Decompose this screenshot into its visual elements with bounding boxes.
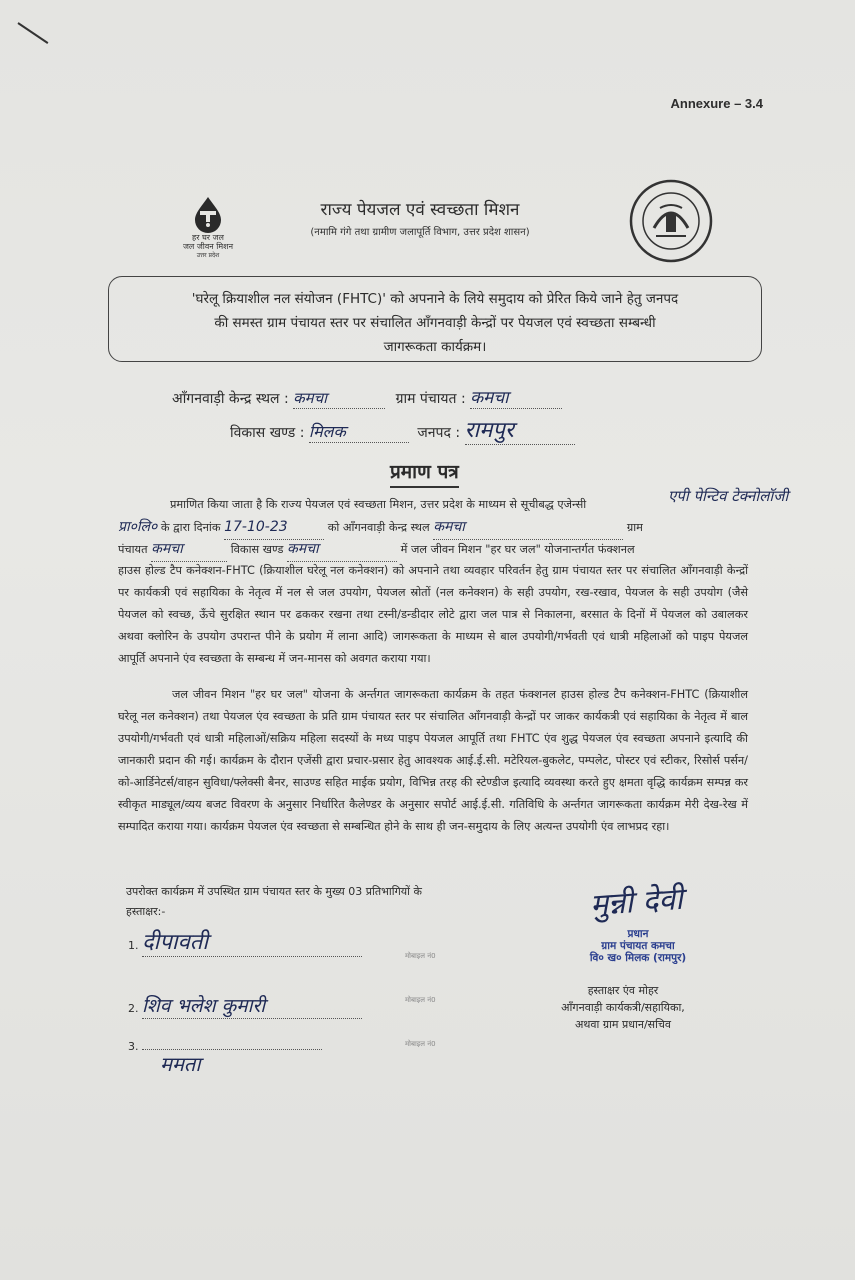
participant-2: 2. शिव भलेश कुमारी (128, 992, 378, 1019)
banner-line-1: 'घरेलू क्रियाशील नल संयोजन (FHTC)' को अपनाने के लिये समुदाय को प्रेरित किये जाने हेतु जनपद (191, 291, 679, 307)
para1-body: हाउस होल्ड टैप कनेक्शन-FHTC (क्रियाशील घरेलू नल कनेक्शन) को अपनाने तथा व्यवहार परिवर्तन हेतु ग्राम पंचायत स्तर पर संचालित आँगनवाड़ी केन्द्रों पर कार्यकत्री एवं सहायिका के नेतृत्व में नल से जल उपयोग, पेयजल स्रोतों (नल कनेक्शन) के सही उपयोग, रख-रखाव, पेयजल के सही उपयोग (जैसे पेयजल को स्वच्छ, ऊँचे सुरक्षित स्थान पर ढककर रखना तथा टस्नी/डन्डीदार लोटे द्वारा जल पात्र से निकालना, बरसात के दिनों में पेयजल को उबालकर अथवा क्लोरिन के उपयोग उपरान्त पीने के प्रयोग में लाना आदि) जागरूकता के माध्यम से बाल उपयोगी/गर्भवती एवं धात्री महिलाओं को पाइप पेयजल आपूर्ति अपनाने एंव स्वच्छता के सम्बन्ध में जन-मानस को अवगत कराया गया। (118, 564, 748, 665)
block-label: विकास खण्ड : (230, 425, 305, 441)
programme-banner (108, 276, 762, 362)
water-drop-tap-icon (191, 195, 225, 233)
program-site: कमचा (433, 519, 465, 535)
program-block: कमचा (287, 541, 319, 557)
signatory-role: हस्ताक्षर एंव मोहर आँगनवाड़ी कार्यकत्री/सहायिका, अथवा ग्राम प्रधान/सचिव (561, 984, 685, 1031)
para1-line3: पंचायत कमचा विकास खण्ड कमचा में जल जीवन मिशन "हर घर जल" योजनान्तर्गत फंक्शनल (118, 538, 758, 562)
district-value: रामपुर (464, 418, 514, 443)
anganwadi-value: कमचा (293, 389, 328, 407)
participant-3-mobile-label: मोबाइल नं0 (405, 1040, 436, 1048)
block-row (230, 414, 575, 445)
pen-mark (17, 22, 48, 44)
para2-body: जल जीवन मिशन "हर घर जल" योजना के अर्न्तगत जागरूकता कार्यक्रम के तहत फंक्शनल हाउस होल्ड टैप कनेक्शन-FHTC (क्रियाशील घरेलू नल कनेक्शन) तथा पेयजल एंव स्वच्छता के प्रति ग्राम पंचायत स्तर पर संचालित आँगनवाड़ी केन्द्रों पर जाकर कार्यकत्री एवं सहायिका के नेतृत्व में बाल उपयोगी/गर्भवती एवं धात्री महिलाओं/सक्रिय महिला सदस्यों के मध्य पाइप पेयजल आपूर्ति तथा FHTC एंव शुद्ध पेयजल एंव स्वच्छता अपनाने इत्यादि की जानकारी प्रदान की गई। कार्यक्रम के दौरान एजेंसी द्वारा प्रचार-प्रसार हेतु आवश्यक आई.ई.सी. मटेरियल-बुकलेट, पम्पलेट, पोस्टर एवं स्टीकर, रिसोर्स पर्सन/को-आर्डिनेटर्स/वाहन सुविधा/फ्लेक्सी बैनर, साउण्ड सहित माईक प्रयोग, विभिन्न तरह की स्टेण्डीज इत्यादि व्यवस्था करते हुए क्षमता वृद्धि कार्यक्रम सम्पन्न कर स्वीकृत माड्यूल/व्यय बजट विवरण के अनुसार निर्धारित कैलेण्डर के अनुसार सपोर्ट आई.ई.सी. गतिविधि के अर्न्तगत जागरूकता कार्यक्रम मेरी देख-रेख में सम्पादित कराया गया। कार्यक्रम पेयजल एंव स्वच्छता से सम्बन्धित होने के साथ ही जन-समुदाय के लिए अत्यन्त उपयोगी एंव लाभप्रद रहा। (118, 688, 748, 833)
block-value: मिलक (308, 422, 346, 441)
gram-panchayat-value: कमचा (470, 388, 509, 408)
participant-1-mobile-label: मोबाइल नं0 (405, 952, 436, 960)
logo-line-3: उत्तर प्रदेश (196, 252, 220, 259)
participant-3-signature: ममता (160, 1052, 201, 1076)
har-ghar-jal-logo (168, 195, 248, 260)
annexure-label: Annexure – 3.4 (670, 96, 763, 111)
para1-line1: प्रमाणित किया जाता है कि राज्य पेयजल एवं स्वच्छता मिशन, उत्तर प्रदेश के माध्यम से सूचीबद्ध एजेन्सी (170, 498, 587, 511)
anganwadi-label: आँगनवाड़ी केन्द्र स्थल : (172, 391, 289, 407)
para1-line2: प्रा०लि० के द्वारा दिनांक 17-10-23 को आँगनवाड़ी केन्द्र स्थल कमचा ग्राम (118, 516, 758, 540)
mission-title: राज्य पेयजल एवं स्वच्छता मिशन (320, 200, 520, 220)
banner-line-2: की समस्त ग्राम पंचायत स्तर पर संचालित आँगनवाड़ी केन्द्रों पर पेयजल एवं स्वच्छता सम्बन्धी (214, 315, 656, 331)
participant-3: 3. (128, 1040, 378, 1053)
banner-line-3: जागरूकता कार्यक्रम। (383, 339, 487, 355)
agency-name-cont: प्रा०लि० (118, 519, 158, 535)
anganwadi-row (172, 385, 562, 409)
mission-subtitle: (नमामि गंगे तथा ग्रामीण जलापूर्ति विभाग, उत्तर प्रदेश शासन) (310, 227, 530, 238)
participants-intro: उपरोक्त कार्यक्रम में उपस्थित ग्राम पंचायत स्तर के मुख्य 03 प्रतिभागियों के हस्ताक्षर:- (126, 885, 422, 918)
pradhan-signature: मुन्नी देवी (589, 881, 684, 924)
certificate-title: प्रमाण पत्र (390, 458, 459, 488)
pradhan-stamp: प्रधान ग्राम पंचायत कमचा वि० ख० मिलक (रामपुर) (589, 928, 687, 964)
district-label: जनपद : (417, 425, 461, 441)
participant-2-mobile-label: मोबाइल नं0 (405, 996, 436, 1004)
up-government-seal-icon (628, 178, 714, 264)
participant-1: 1. दीपावती (128, 926, 378, 957)
program-panchayat: कमचा (151, 541, 183, 557)
participant-1-signature: दीपावती (142, 930, 209, 955)
logo-line-1: हर घर जल (192, 233, 224, 242)
program-date: 17-10-23 (224, 519, 288, 535)
logo-line-2: जल जीवन मिशन (182, 242, 234, 251)
gram-panchayat-label: ग्राम पंचायत : (395, 391, 466, 407)
agency-name: एपी पेन्टिव टेक्नोलॉजी (668, 487, 789, 505)
participant-2-signature: शिव भलेश कुमारी (142, 995, 266, 1017)
